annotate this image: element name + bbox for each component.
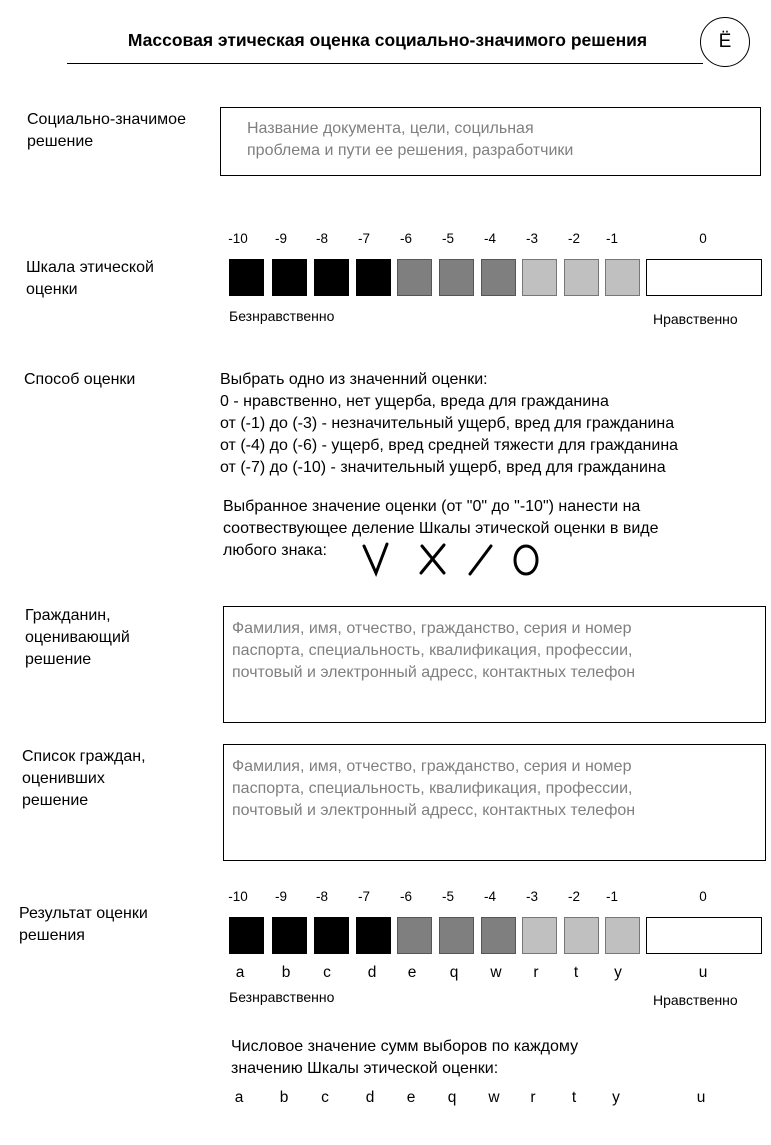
citizen-label-line: Гражданин, — [25, 607, 111, 624]
citizens-list-placeholder — [232, 756, 635, 822]
sum-line: значению Шкалы этической оценки: — [231, 1060, 499, 1077]
method-line: от (-4) до (-6) - ущерб, вред средней тяжести для гражданина — [220, 437, 679, 454]
scale-number: -10 — [228, 231, 248, 246]
sum-letter: q — [447, 1089, 457, 1106]
scale-cell-minus-3[interactable] — [522, 259, 557, 296]
cross-mark-icon — [421, 545, 444, 573]
result-letter: y — [614, 964, 622, 981]
instruction-line: Выбранное значение оценки (от "0" до "-10") нанести на — [223, 498, 641, 515]
scale-number: 0 — [699, 231, 707, 246]
scale-cell-minus-9[interactable] — [272, 259, 307, 296]
placeholder-line: паспорта, специальность, квалификация, профессии, — [232, 780, 633, 797]
method-line: 0 - нравственно, нет ущерба, вреда для гражданина — [220, 393, 609, 410]
scale-number: -2 — [567, 231, 580, 246]
sum-letter: t — [571, 1089, 577, 1106]
scale-number: -7 — [357, 231, 370, 246]
check-mark-icon — [364, 544, 387, 573]
scale-cell-minus-4[interactable] — [481, 259, 516, 296]
result-letter: d — [367, 964, 377, 981]
scale-right-caption: Нравственно — [653, 311, 738, 327]
scale-number: -5 — [441, 231, 454, 246]
result-number: -3 — [525, 889, 538, 904]
sum-letter: a — [234, 1089, 244, 1106]
sum-letter: r — [530, 1089, 536, 1106]
placeholder-line: почтовый и электронный адресс, контактных телефон — [232, 664, 636, 681]
result-number: -4 — [483, 889, 496, 904]
result-letter: q — [449, 964, 459, 981]
result-number: -7 — [357, 889, 370, 904]
result-letter: a — [235, 964, 245, 981]
result-letter: w — [490, 964, 502, 981]
scale-label-line: оценки — [26, 281, 78, 298]
scale-number: -9 — [274, 231, 287, 246]
scale-cell-minus-1[interactable] — [605, 259, 640, 296]
mark-examples — [360, 540, 545, 580]
result-cell-minus-10 — [229, 917, 264, 954]
placeholder-line: Фамилия, имя, отчество, гражданство, серия и номер — [232, 620, 632, 637]
scale-cell-minus-8[interactable] — [314, 259, 349, 296]
result-left-caption: Безнравственно — [229, 989, 335, 1005]
decision-field[interactable] — [220, 107, 761, 176]
method-line: Выбрать одно из значенний оценки: — [220, 371, 488, 388]
sum-letter: e — [406, 1089, 416, 1106]
scale-label-line: Шкала этической — [26, 259, 154, 276]
page-title: Массовая этическая оценка социально-значимого решения — [127, 30, 648, 50]
citizen-label-line: оценивающий — [25, 629, 130, 646]
scale-cell-minus-7[interactable] — [356, 259, 391, 296]
result-number: -1 — [605, 889, 618, 904]
result-right-caption: Нравственно — [653, 992, 738, 1008]
result-cell-minus-3 — [522, 917, 557, 954]
sum-letter: w — [488, 1089, 500, 1106]
sum-line: Числовое значение сумм выборов по каждому — [231, 1038, 579, 1055]
result-letter: e — [407, 964, 417, 981]
scale-cell-minus-10[interactable] — [229, 259, 264, 296]
citizen-field[interactable] — [223, 606, 766, 723]
result-number: 0 — [699, 889, 707, 904]
method-label: Способ оценки — [24, 371, 136, 388]
scale-cell-minus-5[interactable] — [439, 259, 474, 296]
citizen-label-line: решение — [25, 651, 92, 668]
result-number: -9 — [274, 889, 287, 904]
result-number: -2 — [567, 889, 580, 904]
slash-mark-icon — [470, 546, 491, 574]
sum-letter: b — [279, 1089, 289, 1106]
placeholder-line: почтовый и электронный адресс, контактных телефон — [232, 802, 636, 819]
decision-label-line: Социально-значимое — [27, 111, 186, 128]
result-letter: t — [573, 964, 579, 981]
scale-number: -1 — [605, 231, 618, 246]
decision-label — [27, 109, 186, 153]
result-label-line: решения — [19, 927, 85, 944]
scale-number: -6 — [399, 231, 412, 246]
result-cell-minus-8 — [314, 917, 349, 954]
citizen-placeholder — [232, 618, 635, 684]
citizens-list-label-line: Список граждан, — [22, 748, 146, 765]
result-cell-minus-2 — [564, 917, 599, 954]
result-cell-minus-9 — [272, 917, 307, 954]
scale-left-caption: Безнравственно — [229, 308, 335, 324]
result-cell-minus-7 — [356, 917, 391, 954]
result-letter: u — [698, 964, 708, 981]
result-label-line: Результат оценки — [19, 905, 148, 922]
scale-number: -3 — [525, 231, 538, 246]
result-number: -6 — [399, 889, 412, 904]
result-letter: c — [323, 964, 331, 981]
placeholder-line: паспорта, специальность, квалификация, профессии, — [232, 642, 633, 659]
placeholder-line: Фамилия, имя, отчество, гражданство, серия и номер — [232, 758, 632, 775]
scale-cell-minus-6[interactable] — [397, 259, 432, 296]
decision-placeholder — [247, 118, 573, 162]
result-label — [19, 903, 148, 947]
result-cell-minus-6 — [397, 917, 432, 954]
sum-letter: u — [696, 1089, 706, 1106]
result-cell-0 — [646, 917, 762, 954]
result-number: -10 — [228, 889, 248, 904]
circle-mark-icon — [515, 546, 537, 574]
decision-label-line: решение — [27, 133, 94, 150]
method-line: от (-7) до (-10) - значительный ущерб, вред для гражданина — [220, 459, 666, 476]
result-number: -8 — [315, 889, 328, 904]
citizens-list-label-line: оценивших — [22, 770, 105, 787]
result-cell-minus-4 — [481, 917, 516, 954]
scale-cell-0[interactable] — [646, 259, 762, 296]
citizens-list-field[interactable] — [223, 744, 766, 861]
placeholder-line: проблема и пути ее решения, разработчики — [247, 142, 574, 159]
citizens-list-label — [22, 746, 146, 812]
sum-description — [231, 1036, 578, 1080]
placeholder-line: Название документа, цели, социльная — [247, 120, 534, 137]
result-letter: b — [281, 964, 291, 981]
result-cell-minus-1 — [605, 917, 640, 954]
instruction-line: любого знака: — [223, 542, 327, 559]
sum-letter: c — [321, 1089, 329, 1106]
result-cell-minus-5 — [439, 917, 474, 954]
scale-cell-minus-2[interactable] — [564, 259, 599, 296]
sum-letter: d — [365, 1089, 375, 1106]
sum-letter: y — [612, 1089, 620, 1106]
title-underline — [67, 63, 703, 64]
scale-number: -4 — [483, 231, 496, 246]
result-number: -5 — [441, 889, 454, 904]
scale-number: -8 — [315, 231, 328, 246]
citizens-list-label-line: решение — [22, 792, 89, 809]
method-line: от (-1) до (-3) - незначительный ущерб, вред для гражданина — [220, 415, 675, 432]
instruction-line: соотвествующее деление Шкалы этической оценки в виде — [223, 520, 659, 537]
scale-label — [26, 257, 154, 301]
logo-badge: Ë — [700, 17, 750, 67]
citizen-label — [25, 605, 130, 671]
method-description — [220, 369, 678, 479]
result-letter: r — [533, 964, 539, 981]
